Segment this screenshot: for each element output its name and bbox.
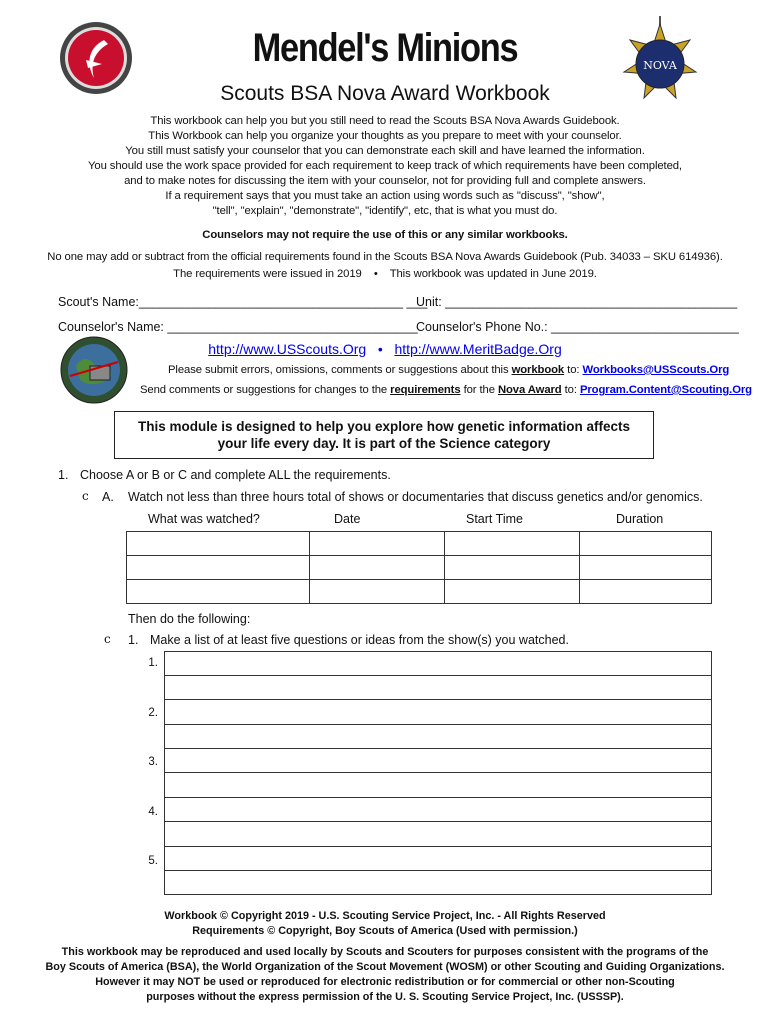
comments-for: for the: [460, 384, 498, 396]
intro-line: You should use the work space provided for each requirement to keep track of which requirements have been completed,: [88, 160, 682, 172]
footer: [0, 909, 770, 1005]
table-row: [165, 871, 712, 895]
table-row: [165, 652, 712, 676]
submit-line: [168, 363, 729, 378]
table-cell[interactable]: [165, 700, 712, 725]
counselor-name-field[interactable]: Counselor's Name: ____________________________________: [58, 320, 418, 334]
req1-text: Choose A or B or C and complete ALL the requirements.: [80, 468, 391, 482]
module-line: This module is designed to help you explore how genetic information affects: [137, 419, 631, 434]
issued-text: The requirements were issued in 2019: [173, 268, 362, 280]
unit-field[interactable]: Unit: __________________________________________: [416, 295, 738, 309]
footer-line: Boy Scouts of America (BSA), the World Organization of the Scout Movement (WOSM) or other Scouting and Guiding Organizations.: [45, 961, 725, 973]
updated-text: This workbook was updated in June 2019.: [389, 268, 597, 280]
table-cell[interactable]: [165, 871, 712, 895]
col-header-start-time: Start Time: [466, 512, 523, 526]
table-row: [165, 773, 712, 798]
table-cell[interactable]: [445, 532, 580, 556]
col-header-watched: What was watched?: [148, 512, 260, 526]
option-a-label: A.: [102, 490, 114, 504]
footer-line: This workbook may be reproduced and used locally by Scouts and Scouters for purposes consistent with the programs of the: [61, 946, 709, 958]
table-row: [127, 532, 712, 556]
table-cell[interactable]: [127, 532, 310, 556]
table-cell[interactable]: [165, 652, 712, 676]
list-number: 5.: [148, 855, 158, 867]
workbooks-email-link[interactable]: Workbooks@USScouts.Org: [582, 364, 730, 376]
table-cell[interactable]: [310, 556, 445, 580]
meritbadge-link[interactable]: http://www.MeritBadge.Org: [394, 341, 562, 357]
intro-text: [0, 114, 770, 219]
submit-to: to:: [564, 364, 583, 376]
module-box: [114, 411, 654, 459]
footer-line: However it may NOT be used or reproduced for electronic redistribution or for commercial or other non-Scouting: [95, 976, 675, 988]
sub-req-text: Make a list of at least five questions or ideas from the show(s) you watched.: [150, 633, 569, 647]
counselor-note: Counselors may not require the use of this or any similar workbooks.: [202, 229, 568, 241]
comments-line: [140, 383, 752, 398]
footer-copyright: Requirements © Copyright, Boy Scouts of America (Used with permission.): [192, 925, 578, 937]
page-subtitle: Scouts BSA Nova Award Workbook: [220, 82, 550, 105]
req1-number: 1.: [58, 468, 69, 482]
sub-req-number: 1.: [128, 633, 139, 647]
list-number: 2.: [148, 707, 158, 719]
table-row: [165, 676, 712, 700]
option-a-text: Watch not less than three hours total of shows or documentaries that discuss genetics and/or genomics.: [128, 490, 703, 504]
intro-line: This Workbook can help you organize your thoughts as you prepare to meet with your counselor.: [148, 130, 622, 142]
nova-logo-text: NOVA: [643, 59, 677, 72]
requirements-note: No one may add or subtract from the official requirements found in the Scouts BSA Nova Awards Guidebook (Pub. 34033 – SKU 614936).: [47, 251, 723, 263]
page-title: Mendel's Minions: [252, 26, 518, 70]
table-cell[interactable]: [127, 580, 310, 604]
table-row: [165, 822, 712, 847]
comments-to: to:: [561, 384, 580, 396]
list-number: 1.: [148, 657, 158, 669]
col-header-date: Date: [334, 512, 361, 526]
submit-text: Please submit errors, omissions, comments or suggestions about this: [168, 364, 512, 376]
table-cell[interactable]: [310, 580, 445, 604]
table-cell[interactable]: [165, 822, 712, 847]
col-header-duration: Duration: [616, 512, 664, 526]
table-row: [165, 725, 712, 749]
footer-line: purposes without the express permission of the U. S. Scouting Service Project, Inc. (USSSP).: [146, 991, 624, 1003]
usscouts-link[interactable]: http://www.USScouts.Org: [208, 341, 367, 357]
bullet: •: [373, 268, 378, 280]
table-row: [165, 798, 712, 822]
intro-line: This workbook can help you but you still need to read the Scouts BSA Nova Awards Guidebook.: [150, 115, 620, 127]
module-line: your life every day. It is part of the Science category: [217, 436, 551, 451]
list-number: 4.: [148, 806, 158, 818]
table-cell[interactable]: [445, 580, 580, 604]
counselor-phone-field[interactable]: Counselor's Phone No.: ___________________________: [416, 320, 739, 334]
table-row: [127, 580, 712, 604]
table-row: [127, 556, 712, 580]
table-cell[interactable]: [165, 725, 712, 749]
table-cell[interactable]: [165, 749, 712, 773]
intro-line: You still must satisfy your counselor that you can demonstrate each skill and have learned the information.: [125, 145, 645, 157]
comments-text: Send comments or suggestions for changes to the: [140, 384, 391, 396]
footer-copyright: Workbook © Copyright 2019 - U.S. Scouting Service Project, Inc. - All Rights Reserved: [164, 910, 606, 922]
issued-note: [0, 267, 770, 282]
intro-line: "tell", "explain", "demonstrate", "identify", etc, that is what you must do.: [212, 205, 558, 217]
table-cell[interactable]: [165, 798, 712, 822]
table-cell[interactable]: [580, 556, 712, 580]
links-row: [0, 341, 770, 357]
table-cell[interactable]: [580, 532, 712, 556]
table-cell[interactable]: [445, 556, 580, 580]
table-cell[interactable]: [165, 847, 712, 871]
sub-req-checkbox[interactable]: c: [104, 632, 111, 646]
table-row: [165, 749, 712, 773]
table-cell[interactable]: [165, 676, 712, 700]
table-row: [165, 847, 712, 871]
workbook-word: workbook: [511, 364, 565, 376]
questions-table: [164, 651, 712, 895]
table-cell[interactable]: [127, 556, 310, 580]
table-row: [165, 700, 712, 725]
nova-award-word: Nova Award: [497, 384, 562, 396]
bullet: •: [377, 341, 383, 357]
table-cell[interactable]: [310, 532, 445, 556]
table-cell[interactable]: [165, 773, 712, 798]
option-a-checkbox[interactable]: c: [82, 489, 89, 503]
requirements-word: requirements: [390, 384, 461, 396]
scout-name-field[interactable]: Scout's Name:______________________________________ ___: [58, 295, 428, 309]
table-cell[interactable]: [580, 580, 712, 604]
list-number: 3.: [148, 756, 158, 768]
then-text: Then do the following:: [128, 612, 251, 626]
program-content-email-link[interactable]: Program.Content@Scouting.Org: [579, 384, 752, 396]
intro-line: and to make notes for discussing the item with your counselor, not for providing full and complete answers.: [124, 175, 646, 187]
intro-line: If a requirement says that you must take an action using words such as "discuss", "show",: [165, 190, 605, 202]
watch-table: [126, 531, 712, 604]
